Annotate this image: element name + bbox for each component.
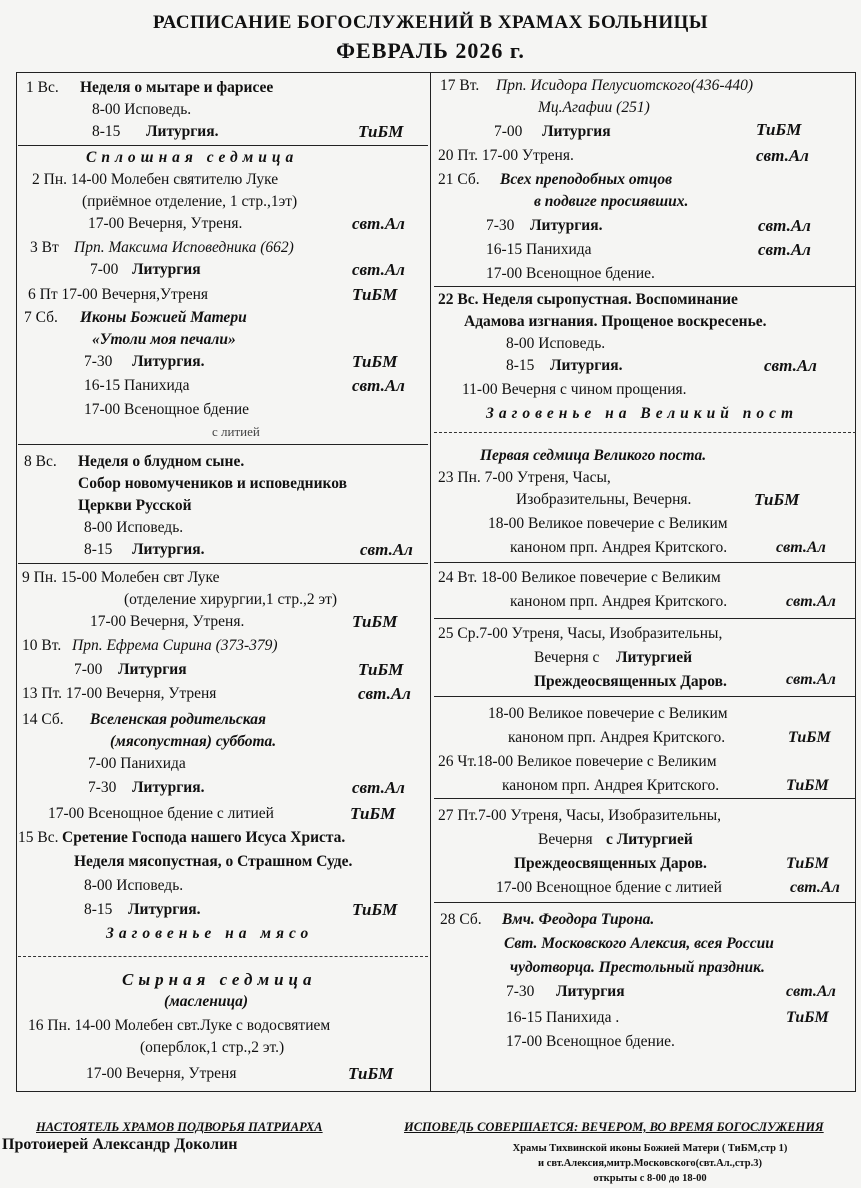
service-row: 7-00 Панихида xyxy=(88,755,186,772)
column-divider xyxy=(430,72,431,1092)
divider xyxy=(434,902,856,903)
day-title: чудотворца. Престольный праздник. xyxy=(510,959,765,976)
service-row: каноном прп. Андрея Критского. xyxy=(510,593,728,610)
day-date: 15 Вс. xyxy=(18,829,59,846)
day-date: 17 Вт. xyxy=(440,77,480,94)
week-heading: Сплошная седмица xyxy=(86,149,299,166)
service-name: Литургия xyxy=(118,661,187,678)
service-name: Преждеосвященных Даров. xyxy=(514,855,707,872)
service-row: 16-15 Панихида . xyxy=(506,1009,620,1026)
service-note: с литией xyxy=(212,424,260,439)
day-title: Церкви Русской xyxy=(78,497,192,514)
day-title: Мц.Агафии (251) xyxy=(538,99,650,116)
service-time: 8-15 xyxy=(506,357,535,374)
service-row: 20 Пт. 17-00 Утреня. xyxy=(438,147,574,164)
temple-tag: свт.Ал xyxy=(786,671,836,688)
temple-tag: ТиБМ xyxy=(348,1064,394,1083)
service-location: (отделение хирургии,1 стр.,2 эт) xyxy=(124,591,338,608)
service-row: 8-00 Исповедь. xyxy=(506,335,606,352)
opening-hours: открыты с 8-00 до 18-00 xyxy=(593,1173,707,1184)
service-row: 17-00 Всенощное бдение с литией xyxy=(496,879,722,896)
day-title: Прп. Исидора Пелусиотского(436-440) xyxy=(496,77,753,94)
service-name: Литургия. xyxy=(132,353,205,370)
day-title: Вмч. Феодора Тирона. xyxy=(502,911,655,928)
temple-tag: ТиБМ xyxy=(754,490,800,509)
service-row: 26 Чт.18-00 Великое повечерие с Великим xyxy=(438,753,717,770)
divider xyxy=(434,286,856,287)
day-title: Вселенская родительская xyxy=(90,711,266,728)
day-title: Неделя мясопустная, о Страшном Суде. xyxy=(74,853,353,870)
service-time: 7-00 xyxy=(74,661,103,678)
service-row: 23 Пн. 7-00 Утреня, Часы, xyxy=(438,469,611,486)
service-row: 27 Пт.7-00 Утреня, Часы, Изобразительны, xyxy=(438,807,722,824)
service-row: 24 Вт. 18-00 Великое повечерие с Великим xyxy=(438,569,721,586)
divider xyxy=(18,145,428,146)
temple-tag: свт.Ал xyxy=(358,684,411,703)
day-title: Всех преподобных отцов xyxy=(500,171,672,188)
temple-tag: свт.Ал xyxy=(764,356,817,375)
service-name: Литургия. xyxy=(132,779,205,796)
day-title: Неделя о мытаре и фарисее xyxy=(80,79,274,96)
day-date: 1 Вс. xyxy=(26,79,59,96)
service-row: Вечерня xyxy=(538,831,593,848)
service-time: 7-00 xyxy=(494,123,523,140)
service-row: 9 Пн. 15-00 Молебен свт Луке xyxy=(22,569,220,586)
day-date: 3 Вт xyxy=(30,239,59,256)
day-title: (мясопустная) суббота. xyxy=(110,733,277,750)
service-row: 18-00 Великое повечерие с Великим xyxy=(488,515,728,532)
service-name: Литургия xyxy=(556,983,625,1000)
service-time: 7-30 xyxy=(506,983,535,1000)
divider xyxy=(434,562,856,563)
day-title: Адамова изгнания. Прощеное воскресенье. xyxy=(464,313,767,330)
service-name: с Литургией xyxy=(606,831,693,848)
service-row: каноном прп. Андрея Критского. xyxy=(508,729,726,746)
service-name: Литургия. xyxy=(550,357,623,374)
service-name: Литургия xyxy=(542,123,611,140)
day-date: 10 Вт. xyxy=(22,637,62,654)
service-row: 17-00 Всенощное бдение. xyxy=(486,265,655,282)
service-row: 18-00 Великое повечерие с Великим xyxy=(488,705,728,722)
service-row: Вечерня с xyxy=(534,649,600,666)
day-title: Прп. Максима Исповедника (662) xyxy=(74,239,294,256)
service-name: Литургией xyxy=(616,649,693,666)
day-date: 8 Вс. xyxy=(24,453,57,470)
fast-heading: Заговенье на Великий пост xyxy=(486,405,799,422)
service-name: Литургия. xyxy=(146,123,219,140)
divider xyxy=(18,444,428,445)
service-row: 17-00 Всенощное бдение xyxy=(84,401,250,418)
dashed-divider xyxy=(434,432,856,433)
day-title: Свт. Московского Алексия, всея России xyxy=(504,935,774,952)
service-row: каноном прп. Андрея Критского. xyxy=(510,539,728,556)
week-heading: Сырная седмица xyxy=(122,970,317,989)
temple-tag: ТиБМ xyxy=(358,660,404,679)
temple-tag: ТиБМ xyxy=(786,777,829,794)
service-row: 8-00 Исповедь. xyxy=(92,101,192,118)
temple-tag: свт.Ал xyxy=(360,540,413,559)
service-row: 17-00 Вечерня, Утреня xyxy=(86,1065,237,1082)
temple-tag: ТиБМ xyxy=(788,729,831,746)
day-date: 28 Сб. xyxy=(440,911,482,928)
temple-tag: ТиБМ xyxy=(756,120,802,139)
temple-tag: свт.Ал xyxy=(790,879,840,896)
temple-tag: ТиБМ xyxy=(358,122,404,141)
service-name: Литургия. xyxy=(132,541,205,558)
temple-tag: свт.Ал xyxy=(786,983,836,1000)
service-location: (оперблок,1 стр.,2 эт.) xyxy=(140,1039,285,1056)
service-row: 16-15 Панихида xyxy=(84,377,190,394)
day-title: Сретение Господа нашего Исуса Христа. xyxy=(62,829,346,846)
temples-info: Храмы Тихвинской иконы Божией Матери ( ТиБМ,стр 1) xyxy=(512,1143,788,1154)
service-row: 8-00 Исповедь. xyxy=(84,877,184,894)
service-row: 17-00 Всенощное бдение с литией xyxy=(48,805,274,822)
page-title: РАСПИСАНИЕ БОГОСЛУЖЕНИЙ В ХРАМАХ БОЛЬНИЦЫ xyxy=(152,12,709,33)
day-title: Неделя о блудном сыне. xyxy=(78,453,245,470)
day-date: 21 Сб. xyxy=(438,171,480,188)
temple-tag: ТиБМ xyxy=(786,1009,829,1026)
service-name: Литургия. xyxy=(530,217,603,234)
day-title: 22 Вс. Неделя сыропустная. Воспоминание xyxy=(438,291,738,308)
temple-tag: ТиБМ xyxy=(786,855,829,872)
service-row: 25 Ср.7-00 Утреня, Часы, Изобразительны, xyxy=(438,625,723,642)
temple-tag: свт.Ал xyxy=(352,214,405,233)
temple-tag: свт.Ал xyxy=(756,146,809,165)
temple-tag: свт.Ал xyxy=(758,240,811,259)
service-row: 11-00 Вечерня с чином прощения. xyxy=(462,381,687,398)
divider xyxy=(434,798,856,799)
service-time: 7-00 xyxy=(90,261,119,278)
fast-heading: Заговенье на мясо xyxy=(106,925,314,942)
temple-tag: свт.Ал xyxy=(352,778,405,797)
service-name: Преждеосвященных Даров. xyxy=(534,673,727,690)
service-time: 7-30 xyxy=(84,353,113,370)
week-heading: Первая седмица Великого поста. xyxy=(480,447,707,464)
service-row: 16-15 Панихида xyxy=(486,241,592,258)
day-title: в подвиге просиявших. xyxy=(534,193,689,210)
service-location: (приёмное отделение, 1 стр.,1эт) xyxy=(82,193,298,210)
service-time: 8-15 xyxy=(92,123,121,140)
service-name: Литургия. xyxy=(128,901,201,918)
service-row: 13 Пт. 17-00 Вечерня, Утреня xyxy=(22,685,217,702)
temple-tag: ТиБМ xyxy=(352,612,398,631)
service-row: 17-00 Вечерня, Утреня. xyxy=(90,613,245,630)
dashed-divider xyxy=(18,956,428,957)
service-time: 8-15 xyxy=(84,901,113,918)
service-row: 6 Пт 17-00 Вечерня,Утреня xyxy=(28,286,209,303)
day-title: Прп. Ефрема Сирина (373-379) xyxy=(72,637,278,654)
temple-tag: свт.Ал xyxy=(352,376,405,395)
service-time: 8-15 xyxy=(84,541,113,558)
temple-tag: свт.Ал xyxy=(776,539,826,556)
confession-note: ИСПОВЕДЬ СОВЕРШАЕТСЯ: ВЕЧЕРОМ, ВО ВРЕМЯ БОГОСЛУЖЕНИЯ xyxy=(404,1120,824,1134)
service-row: 2 Пн. 14-00 Молебен святителю Луке xyxy=(32,171,279,188)
service-row: каноном прп. Андрея Критского. xyxy=(502,777,720,794)
temple-tag: ТиБМ xyxy=(352,285,398,304)
temple-tag: ТиБМ xyxy=(350,804,396,823)
temple-tag: свт.Ал xyxy=(352,260,405,279)
day-title: «Утоли моя печали» xyxy=(92,331,236,348)
temple-tag: свт.Ал xyxy=(758,216,811,235)
service-name: Литургия xyxy=(132,261,201,278)
divider xyxy=(434,618,856,619)
service-row: Изобразительны, Вечерня. xyxy=(516,491,692,508)
divider xyxy=(434,696,856,697)
day-date: 14 Сб. xyxy=(22,711,64,728)
service-time: 7-30 xyxy=(88,779,117,796)
service-time: 7-30 xyxy=(486,217,515,234)
service-row: 8-00 Исповедь. xyxy=(84,519,184,536)
service-row: 16 Пн. 14-00 Молебен свт.Луке с водосвятием xyxy=(28,1017,331,1034)
page-subtitle: ФЕВРАЛЬ 2026 г. xyxy=(336,38,525,63)
temple-tag: ТиБМ xyxy=(352,900,398,919)
day-title: Собор новомучеников и исповедников xyxy=(78,475,347,492)
week-subheading: (масленица) xyxy=(164,993,249,1010)
divider xyxy=(18,563,428,564)
service-row: 17-00 Вечерня, Утреня. xyxy=(88,215,243,232)
day-date: 7 Сб. xyxy=(24,309,58,326)
day-title: Иконы Божией Матери xyxy=(80,309,247,326)
rector-caption: НАСТОЯТЕЛЬ ХРАМОВ ПОДВОРЬЯ ПАТРИАРХА xyxy=(36,1120,323,1134)
service-row: 17-00 Всенощное бдение. xyxy=(506,1033,675,1050)
temple-tag: ТиБМ xyxy=(352,352,398,371)
temple-tag: свт.Ал xyxy=(786,593,836,610)
temples-info: и свт.Алексия,митр.Московского(свт.Ал.,стр.3) xyxy=(537,1158,763,1169)
rector-name: Протоиерей Александр Доколин xyxy=(2,1136,238,1153)
